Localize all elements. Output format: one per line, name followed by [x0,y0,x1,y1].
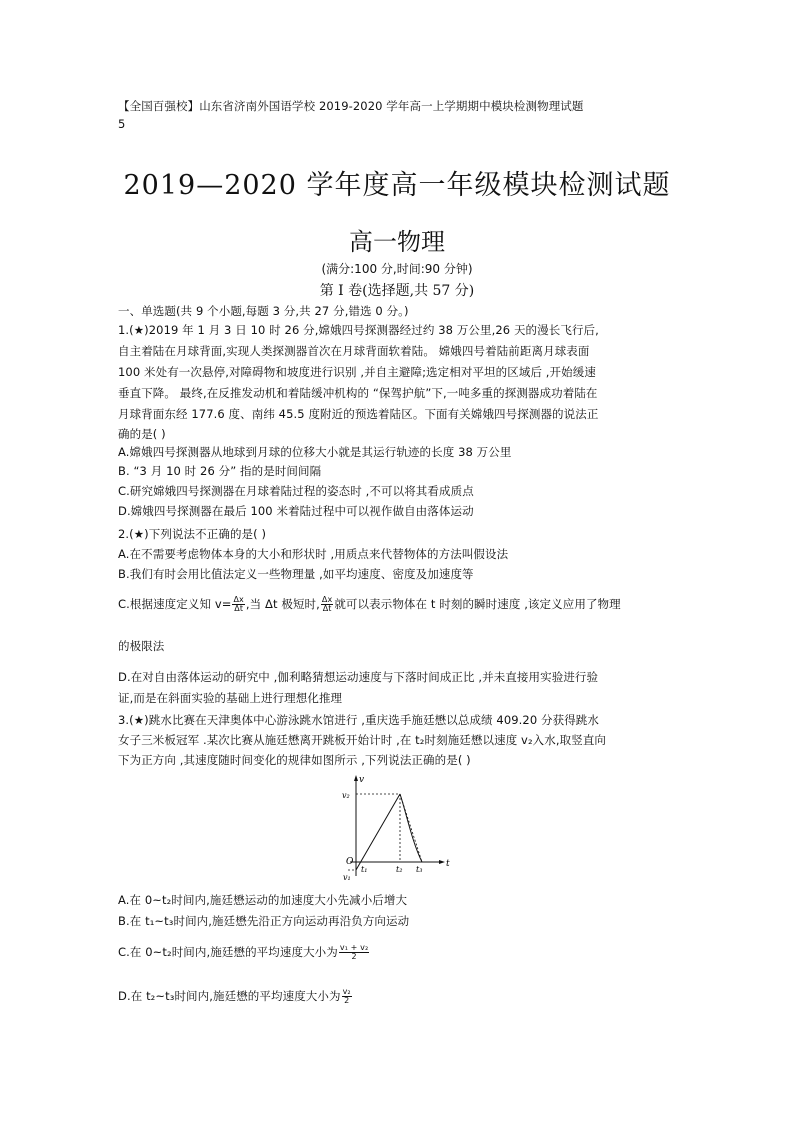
q1-stem-line: 自主着陆在月球背面,实现人类探测器首次在月球背面软着陆。 嫦娥四号着陆前距离月球表面 [118,344,590,358]
v-axis-label: v [359,775,365,785]
q2-option-b: B.我们有时会用比值法定义一些物理量 ,如平均速度、密度及加速度等 [118,567,474,581]
q2-fraction-1-numerator: Δx [233,595,244,604]
q3-option-b: B.在 t₁~t₃时间内,施廷懋先沿正方向运动再沿负方向运动 [118,914,410,928]
q3-stem-line: 下为正方向 ,其速度随时间变化的规律如图所示 ,下列说法正确的是( ) [118,753,471,767]
header-line-1: 【全国百强校】山东省济南外国语学校 2019-2020 学年高一上学期期中模块检测物理试题 [118,99,584,113]
t-axis-label: t [446,859,450,869]
q1-option-b: B. “3 月 10 时 26 分” 指的是时间间隔 [118,464,322,478]
q2-option-c-line2: 的极限法 [118,639,165,653]
q3-option-d-denominator: 2 [344,996,350,1005]
q1-option-d: D.嫦娥四号探测器在最后 100 米着陆过程中可以视作做自由落体运动 [118,504,474,518]
q2-stem: 2.(★)下列说法不正确的是( ) [118,527,267,541]
exam-meta: (满分:100 分,时间:90 分钟) [321,262,473,276]
q2-option-d-line1: D.在对自由落体运动的研究中 ,伽利略猜想运动速度与下落时间成正比 ,并未直接用实验进行验 [118,670,599,684]
section-heading: 一、单选题(共 9 个小题,每题 3 分,共 27 分,错选 0 分。) [118,304,409,318]
t1-label: t₁ [361,865,368,874]
origin-label: O [346,857,354,867]
q2-option-c-part1: C.根据速度定义知 v= [118,597,232,611]
q1-stem-line: 确的是( ) [118,427,166,441]
v-axis-arrow [354,775,358,781]
q2-option-c [118,596,621,613]
exam-title: 2019—2020 学年度高一年级模块检测试题 [123,170,671,201]
q2-fraction-1 [232,596,244,613]
q2-fraction-2-numerator: Δx [321,595,333,604]
q3-option-c-text: C.在 0~t₂时间内,施廷懋的平均速度大小为 [118,945,338,959]
q3-option-c [118,944,370,961]
q3-option-d-fraction [342,988,352,1005]
part-heading: 第 I 卷(选择题,共 57 分) [319,283,475,299]
q1-stem-line: 月球背面东经 177.6 度、南纬 45.5 度附近的预选着陆区。下面有关嫦娥四号探测器的说法正 [118,407,599,421]
t2-label: t₂ [396,865,403,874]
q3-stem-line: 女子三米板冠军 .某次比赛从施廷懋离开跳板开始计时 ,在 t₂时刻施廷懋以速度 v₂入水,取竖直向 [118,733,607,747]
q3-option-d [118,988,353,1005]
t-axis-arrow [439,860,445,864]
q3-option-c-numerator: v₁ + v₂ [339,943,369,952]
velocity-time-graph [338,772,456,884]
q3-stem-line: 3.(★)跳水比赛在天津奥体中心游泳跳水馆进行 ,重庆选手施廷懋以总成绩 409.20 分获得跳水 [118,713,600,727]
header-line-2: 5 [118,117,126,131]
q1-option-c: C.研究嫦娥四号探测器在月球着陆过程的姿态时 ,不可以将其看成质点 [118,484,474,498]
q2-option-d-line2: 证,而是在斜面实验的基础上进行理想化推理 [118,691,343,705]
t3-label: t₃ [416,865,423,874]
q1-stem-line: 100 米处有一次悬停,对障碍物和坡度进行识别 ,并自主避障;选定相对平坦的区域后 ,开始缓速 [118,365,596,379]
q3-option-a: A.在 0~t₂时间内,施廷懋运动的加速度大小先减小后增大 [118,893,408,907]
q2-option-c-part3: 就可以表示物体在 t 时刻的瞬时速度 ,该定义应用了物理 [334,597,621,611]
q1-option-a: A.嫦娥四号探测器从地球到月球的位移大小就是其运行轨迹的长度 38 万公里 [118,445,512,459]
q2-fraction-2 [321,596,333,613]
q3-option-c-fraction [339,944,369,961]
velocity-line [356,794,400,870]
v1-label: v₁ [343,873,351,882]
q1-stem-line: 垂直下降。 最终,在反推发动机和着陆缓冲机构的 “保驾护航”下,一吨多重的探测器成功着陆在 [118,386,598,400]
q3-option-d-text: D.在 t₂~t₃时间内,施廷懋的平均速度大小为 [118,989,341,1003]
q3-option-c-denominator: 2 [351,952,357,961]
q2-option-c-part2: ,当 Δt 极短时, [245,597,320,611]
q2-option-a: A.在不需要考虑物体本身的大小和形状时 ,用质点来代替物体的方法叫假设法 [118,547,509,561]
subject-title: 高一物理 [349,228,445,256]
q2-fraction-2-denominator: Δt [322,604,332,613]
q2-fraction-1-denominator: Δt [234,604,244,613]
q1-stem-line: 1.(★)2019 年 1 月 3 日 10 时 26 分,嫦娥四号探测器经过约 38 万公里,26 天的漫长飞行后, [118,323,599,337]
v2-label: v₂ [342,791,350,800]
q3-option-d-numerator: v₂ [342,987,351,996]
